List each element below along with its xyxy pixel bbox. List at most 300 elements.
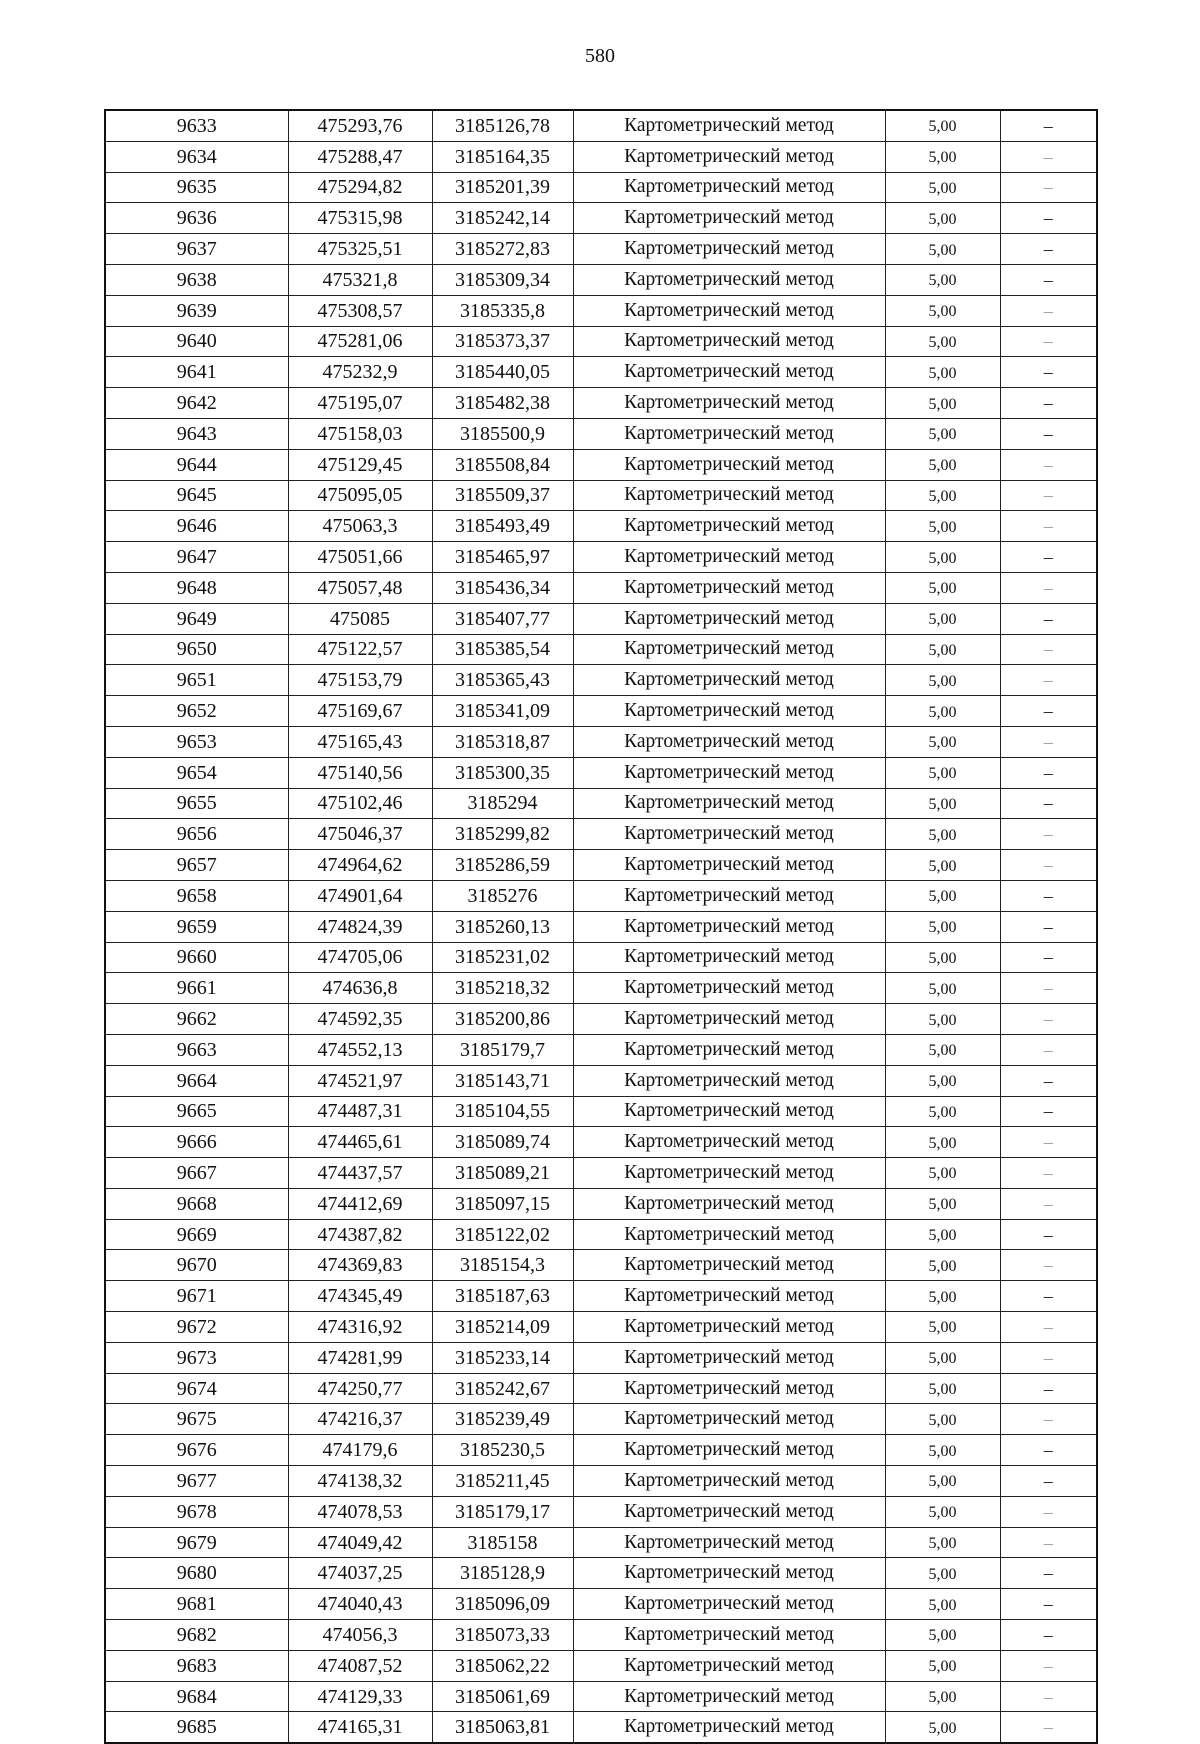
x-coordinate-cell: 475140,56 (288, 757, 432, 788)
point-number-cell: 9677 (105, 1466, 288, 1497)
accuracy-cell: 5,00 (885, 1373, 1000, 1404)
note-cell: – (1000, 603, 1097, 634)
method-cell: Картометрический метод (573, 1127, 885, 1158)
y-coordinate-cell: 3185187,63 (432, 1281, 573, 1312)
table-row (105, 726, 1097, 757)
x-coordinate-cell: 475293,76 (288, 110, 432, 141)
table-row (105, 295, 1097, 326)
x-coordinate-cell: 475129,45 (288, 449, 432, 480)
y-coordinate-cell: 3185509,37 (432, 480, 573, 511)
accuracy-cell: 5,00 (885, 1496, 1000, 1527)
y-coordinate-cell: 3185294 (432, 788, 573, 819)
accuracy-cell: 5,00 (885, 388, 1000, 419)
point-number-cell: 9667 (105, 1158, 288, 1189)
accuracy-cell: 5,00 (885, 1650, 1000, 1681)
y-coordinate-cell: 3185200,86 (432, 1004, 573, 1035)
method-cell: Картометрический метод (573, 1373, 885, 1404)
accuracy-cell: 5,00 (885, 1127, 1000, 1158)
method-cell: Картометрический метод (573, 1096, 885, 1127)
table-row (105, 973, 1097, 1004)
note-cell: – (1000, 418, 1097, 449)
accuracy-cell: 5,00 (885, 1250, 1000, 1281)
y-coordinate-cell: 3185335,8 (432, 295, 573, 326)
note-cell: – (1000, 1558, 1097, 1589)
method-cell: Картометрический метод (573, 1558, 885, 1589)
x-coordinate-cell: 475046,37 (288, 819, 432, 850)
y-coordinate-cell: 3185239,49 (432, 1404, 573, 1435)
table-row (105, 418, 1097, 449)
method-cell: Картометрический метод (573, 603, 885, 634)
x-coordinate-cell: 475195,07 (288, 388, 432, 419)
point-number-cell: 9665 (105, 1096, 288, 1127)
note-cell: – (1000, 388, 1097, 419)
point-number-cell: 9653 (105, 726, 288, 757)
method-cell: Картометрический метод (573, 388, 885, 419)
table-row (105, 1404, 1097, 1435)
y-coordinate-cell: 3185482,38 (432, 388, 573, 419)
x-coordinate-cell: 474165,31 (288, 1712, 432, 1743)
note-cell: – (1000, 295, 1097, 326)
accuracy-cell: 5,00 (885, 1065, 1000, 1096)
x-coordinate-cell: 475158,03 (288, 418, 432, 449)
note-cell: – (1000, 1065, 1097, 1096)
x-coordinate-cell: 474487,31 (288, 1096, 432, 1127)
point-number-cell: 9662 (105, 1004, 288, 1035)
point-number-cell: 9652 (105, 696, 288, 727)
x-coordinate-cell: 474281,99 (288, 1342, 432, 1373)
table-row (105, 1373, 1097, 1404)
note-cell: – (1000, 1096, 1097, 1127)
point-number-cell: 9661 (105, 973, 288, 1004)
accuracy-cell: 5,00 (885, 1312, 1000, 1343)
note-cell: – (1000, 326, 1097, 357)
y-coordinate-cell: 3185104,55 (432, 1096, 573, 1127)
x-coordinate-cell: 474387,82 (288, 1219, 432, 1250)
point-number-cell: 9672 (105, 1312, 288, 1343)
y-coordinate-cell: 3185089,21 (432, 1158, 573, 1189)
x-coordinate-cell: 475321,8 (288, 264, 432, 295)
table-row (105, 880, 1097, 911)
x-coordinate-cell: 474316,92 (288, 1312, 432, 1343)
method-cell: Картометрический метод (573, 1681, 885, 1712)
method-cell: Картометрический метод (573, 1004, 885, 1035)
y-coordinate-cell: 3185063,81 (432, 1712, 573, 1743)
x-coordinate-cell: 475169,67 (288, 696, 432, 727)
note-cell: – (1000, 696, 1097, 727)
x-coordinate-cell: 475232,9 (288, 357, 432, 388)
table-row (105, 264, 1097, 295)
note-cell: – (1000, 511, 1097, 542)
table-row (105, 911, 1097, 942)
y-coordinate-cell: 3185286,59 (432, 850, 573, 881)
y-coordinate-cell: 3185154,3 (432, 1250, 573, 1281)
accuracy-cell: 5,00 (885, 1466, 1000, 1497)
method-cell: Картометрический метод (573, 911, 885, 942)
accuracy-cell: 5,00 (885, 141, 1000, 172)
y-coordinate-cell: 3185073,33 (432, 1620, 573, 1651)
method-cell: Картометрический метод (573, 357, 885, 388)
accuracy-cell: 5,00 (885, 295, 1000, 326)
table-row (105, 172, 1097, 203)
y-coordinate-cell: 3185500,9 (432, 418, 573, 449)
x-coordinate-cell: 475057,48 (288, 572, 432, 603)
accuracy-cell: 5,00 (885, 203, 1000, 234)
table-row (105, 1312, 1097, 1343)
table-row (105, 1558, 1097, 1589)
x-coordinate-cell: 474345,49 (288, 1281, 432, 1312)
method-cell: Картометрический метод (573, 757, 885, 788)
x-coordinate-cell: 474964,62 (288, 850, 432, 881)
point-number-cell: 9640 (105, 326, 288, 357)
x-coordinate-cell: 475122,57 (288, 634, 432, 665)
point-number-cell: 9663 (105, 1034, 288, 1065)
table-row (105, 1281, 1097, 1312)
note-cell: – (1000, 1034, 1097, 1065)
point-number-cell: 9647 (105, 542, 288, 573)
point-number-cell: 9669 (105, 1219, 288, 1250)
x-coordinate-cell: 474138,32 (288, 1466, 432, 1497)
method-cell: Картометрический метод (573, 880, 885, 911)
y-coordinate-cell: 3185089,74 (432, 1127, 573, 1158)
x-coordinate-cell: 475153,79 (288, 665, 432, 696)
accuracy-cell: 5,00 (885, 511, 1000, 542)
point-number-cell: 9685 (105, 1712, 288, 1743)
point-number-cell: 9680 (105, 1558, 288, 1589)
table-row (105, 1620, 1097, 1651)
y-coordinate-cell: 3185373,37 (432, 326, 573, 357)
point-number-cell: 9675 (105, 1404, 288, 1435)
y-coordinate-cell: 3185230,5 (432, 1435, 573, 1466)
method-cell: Картометрический метод (573, 1712, 885, 1743)
x-coordinate-cell: 475102,46 (288, 788, 432, 819)
y-coordinate-cell: 3185179,7 (432, 1034, 573, 1065)
note-cell: – (1000, 788, 1097, 819)
note-cell: – (1000, 1127, 1097, 1158)
note-cell: – (1000, 234, 1097, 265)
point-number-cell: 9638 (105, 264, 288, 295)
note-cell: – (1000, 172, 1097, 203)
method-cell: Картометрический метод (573, 1065, 885, 1096)
method-cell: Картометрический метод (573, 295, 885, 326)
table-row (105, 1004, 1097, 1035)
x-coordinate-cell: 474636,8 (288, 973, 432, 1004)
y-coordinate-cell: 3185341,09 (432, 696, 573, 727)
y-coordinate-cell: 3185385,54 (432, 634, 573, 665)
note-cell: – (1000, 819, 1097, 850)
note-cell: – (1000, 572, 1097, 603)
point-number-cell: 9646 (105, 511, 288, 542)
point-number-cell: 9656 (105, 819, 288, 850)
x-coordinate-cell: 474087,52 (288, 1650, 432, 1681)
point-number-cell: 9681 (105, 1589, 288, 1620)
x-coordinate-cell: 474552,13 (288, 1034, 432, 1065)
note-cell: – (1000, 1281, 1097, 1312)
table-row (105, 696, 1097, 727)
note-cell: – (1000, 1496, 1097, 1527)
y-coordinate-cell: 3185465,97 (432, 542, 573, 573)
accuracy-cell: 5,00 (885, 726, 1000, 757)
x-coordinate-cell: 474056,3 (288, 1620, 432, 1651)
y-coordinate-cell: 3185318,87 (432, 726, 573, 757)
method-cell: Картометрический метод (573, 634, 885, 665)
x-coordinate-cell: 475288,47 (288, 141, 432, 172)
method-cell: Картометрический метод (573, 1342, 885, 1373)
y-coordinate-cell: 3185440,05 (432, 357, 573, 388)
point-number-cell: 9673 (105, 1342, 288, 1373)
x-coordinate-cell: 474179,6 (288, 1435, 432, 1466)
accuracy-cell: 5,00 (885, 234, 1000, 265)
accuracy-cell: 5,00 (885, 1219, 1000, 1250)
method-cell: Картометрический метод (573, 696, 885, 727)
point-number-cell: 9645 (105, 480, 288, 511)
point-number-cell: 9668 (105, 1188, 288, 1219)
note-cell: – (1000, 110, 1097, 141)
table-row (105, 1250, 1097, 1281)
note-cell: – (1000, 480, 1097, 511)
note-cell: – (1000, 1435, 1097, 1466)
point-number-cell: 9644 (105, 449, 288, 480)
point-number-cell: 9679 (105, 1527, 288, 1558)
y-coordinate-cell: 3185493,49 (432, 511, 573, 542)
point-number-cell: 9664 (105, 1065, 288, 1096)
x-coordinate-cell: 475294,82 (288, 172, 432, 203)
accuracy-cell: 5,00 (885, 1096, 1000, 1127)
table-row (105, 542, 1097, 573)
accuracy-cell: 5,00 (885, 911, 1000, 942)
x-coordinate-cell: 474705,06 (288, 942, 432, 973)
x-coordinate-cell: 475085 (288, 603, 432, 634)
point-number-cell: 9643 (105, 418, 288, 449)
note-cell: – (1000, 1158, 1097, 1189)
y-coordinate-cell: 3185218,32 (432, 973, 573, 1004)
point-number-cell: 9634 (105, 141, 288, 172)
note-cell: – (1000, 542, 1097, 573)
point-number-cell: 9676 (105, 1435, 288, 1466)
x-coordinate-cell: 474049,42 (288, 1527, 432, 1558)
table-row (105, 511, 1097, 542)
method-cell: Картометрический метод (573, 973, 885, 1004)
page-number: 580 (585, 45, 615, 67)
method-cell: Картометрический метод (573, 1158, 885, 1189)
note-cell: – (1000, 1342, 1097, 1373)
y-coordinate-cell: 3185436,34 (432, 572, 573, 603)
note-cell: – (1000, 1650, 1097, 1681)
accuracy-cell: 5,00 (885, 357, 1000, 388)
method-cell: Картометрический метод (573, 511, 885, 542)
note-cell: – (1000, 1188, 1097, 1219)
note-cell: – (1000, 357, 1097, 388)
x-coordinate-cell: 474129,33 (288, 1681, 432, 1712)
method-cell: Картометрический метод (573, 1435, 885, 1466)
table-row (105, 1435, 1097, 1466)
method-cell: Картометрический метод (573, 788, 885, 819)
method-cell: Картометрический метод (573, 234, 885, 265)
table-row (105, 449, 1097, 480)
point-number-cell: 9666 (105, 1127, 288, 1158)
method-cell: Картометрический метод (573, 1034, 885, 1065)
method-cell: Картометрический метод (573, 1650, 885, 1681)
table-row (105, 1712, 1097, 1743)
table-row (105, 357, 1097, 388)
table-row (105, 1096, 1097, 1127)
table-row (105, 388, 1097, 419)
accuracy-cell: 5,00 (885, 1435, 1000, 1466)
point-number-cell: 9657 (105, 850, 288, 881)
note-cell: – (1000, 1004, 1097, 1035)
x-coordinate-cell: 475063,3 (288, 511, 432, 542)
x-coordinate-cell: 475308,57 (288, 295, 432, 326)
y-coordinate-cell: 3185309,34 (432, 264, 573, 295)
method-cell: Картометрический метод (573, 1312, 885, 1343)
accuracy-cell: 5,00 (885, 172, 1000, 203)
table-row (105, 480, 1097, 511)
y-coordinate-cell: 3185242,14 (432, 203, 573, 234)
x-coordinate-cell: 474250,77 (288, 1373, 432, 1404)
accuracy-cell: 5,00 (885, 1527, 1000, 1558)
point-number-cell: 9635 (105, 172, 288, 203)
accuracy-cell: 5,00 (885, 418, 1000, 449)
table-row (105, 1496, 1097, 1527)
point-number-cell: 9639 (105, 295, 288, 326)
accuracy-cell: 5,00 (885, 880, 1000, 911)
note-cell: – (1000, 1589, 1097, 1620)
accuracy-cell: 5,00 (885, 819, 1000, 850)
y-coordinate-cell: 3185062,22 (432, 1650, 573, 1681)
x-coordinate-cell: 475281,06 (288, 326, 432, 357)
method-cell: Картометрический метод (573, 572, 885, 603)
accuracy-cell: 5,00 (885, 1620, 1000, 1651)
accuracy-cell: 5,00 (885, 1558, 1000, 1589)
y-coordinate-cell: 3185164,35 (432, 141, 573, 172)
table-row (105, 942, 1097, 973)
y-coordinate-cell: 3185407,77 (432, 603, 573, 634)
accuracy-cell: 5,00 (885, 603, 1000, 634)
y-coordinate-cell: 3185158 (432, 1527, 573, 1558)
table-row (105, 1342, 1097, 1373)
accuracy-cell: 5,00 (885, 1681, 1000, 1712)
y-coordinate-cell: 3185143,71 (432, 1065, 573, 1096)
method-cell: Картометрический метод (573, 850, 885, 881)
note-cell: – (1000, 203, 1097, 234)
note-cell: – (1000, 665, 1097, 696)
accuracy-cell: 5,00 (885, 973, 1000, 1004)
point-number-cell: 9655 (105, 788, 288, 819)
point-number-cell: 9637 (105, 234, 288, 265)
accuracy-cell: 5,00 (885, 572, 1000, 603)
accuracy-cell: 5,00 (885, 1034, 1000, 1065)
y-coordinate-cell: 3185300,35 (432, 757, 573, 788)
note-cell: – (1000, 1620, 1097, 1651)
x-coordinate-cell: 474592,35 (288, 1004, 432, 1035)
method-cell: Картометрический метод (573, 1589, 885, 1620)
table-row (105, 203, 1097, 234)
method-cell: Картометрический метод (573, 819, 885, 850)
note-cell: – (1000, 1373, 1097, 1404)
point-number-cell: 9684 (105, 1681, 288, 1712)
note-cell: – (1000, 1466, 1097, 1497)
accuracy-cell: 5,00 (885, 942, 1000, 973)
method-cell: Картометрический метод (573, 418, 885, 449)
point-number-cell: 9658 (105, 880, 288, 911)
accuracy-cell: 5,00 (885, 1158, 1000, 1189)
coordinates-table (104, 109, 1098, 1744)
x-coordinate-cell: 474465,61 (288, 1127, 432, 1158)
accuracy-cell: 5,00 (885, 1281, 1000, 1312)
method-cell: Картометрический метод (573, 726, 885, 757)
x-coordinate-cell: 475051,66 (288, 542, 432, 573)
note-cell: – (1000, 942, 1097, 973)
table-row (105, 1527, 1097, 1558)
table-row (105, 1219, 1097, 1250)
table-row (105, 1127, 1097, 1158)
note-cell: – (1000, 1404, 1097, 1435)
method-cell: Картометрический метод (573, 542, 885, 573)
method-cell: Картометрический метод (573, 942, 885, 973)
accuracy-cell: 5,00 (885, 1404, 1000, 1435)
x-coordinate-cell: 475315,98 (288, 203, 432, 234)
note-cell: – (1000, 973, 1097, 1004)
table-row (105, 1589, 1097, 1620)
method-cell: Картометрический метод (573, 449, 885, 480)
note-cell: – (1000, 1712, 1097, 1743)
table-row (105, 1681, 1097, 1712)
table-row (105, 634, 1097, 665)
accuracy-cell: 5,00 (885, 665, 1000, 696)
accuracy-cell: 5,00 (885, 1188, 1000, 1219)
table-row (105, 665, 1097, 696)
note-cell: – (1000, 850, 1097, 881)
note-cell: – (1000, 634, 1097, 665)
note-cell: – (1000, 1527, 1097, 1558)
y-coordinate-cell: 3185508,84 (432, 449, 573, 480)
note-cell: – (1000, 1219, 1097, 1250)
table-row (105, 141, 1097, 172)
table-row (105, 1188, 1097, 1219)
table-row (105, 1466, 1097, 1497)
table-row (105, 788, 1097, 819)
y-coordinate-cell: 3185260,13 (432, 911, 573, 942)
y-coordinate-cell: 3185097,15 (432, 1188, 573, 1219)
y-coordinate-cell: 3185122,02 (432, 1219, 573, 1250)
y-coordinate-cell: 3185233,14 (432, 1342, 573, 1373)
note-cell: – (1000, 880, 1097, 911)
accuracy-cell: 5,00 (885, 1712, 1000, 1743)
x-coordinate-cell: 475325,51 (288, 234, 432, 265)
method-cell: Картометрический метод (573, 141, 885, 172)
method-cell: Картометрический метод (573, 665, 885, 696)
accuracy-cell: 5,00 (885, 264, 1000, 295)
point-number-cell: 9636 (105, 203, 288, 234)
method-cell: Картометрический метод (573, 1620, 885, 1651)
x-coordinate-cell: 474521,97 (288, 1065, 432, 1096)
method-cell: Картометрический метод (573, 1466, 885, 1497)
accuracy-cell: 5,00 (885, 634, 1000, 665)
y-coordinate-cell: 3185096,09 (432, 1589, 573, 1620)
method-cell: Картометрический метод (573, 264, 885, 295)
note-cell: – (1000, 449, 1097, 480)
table-row (105, 572, 1097, 603)
table-row (105, 819, 1097, 850)
accuracy-cell: 5,00 (885, 1004, 1000, 1035)
note-cell: – (1000, 1681, 1097, 1712)
method-cell: Картометрический метод (573, 1250, 885, 1281)
accuracy-cell: 5,00 (885, 110, 1000, 141)
accuracy-cell: 5,00 (885, 449, 1000, 480)
accuracy-cell: 5,00 (885, 696, 1000, 727)
method-cell: Картометрический метод (573, 1404, 885, 1435)
y-coordinate-cell: 3185201,39 (432, 172, 573, 203)
x-coordinate-cell: 474437,57 (288, 1158, 432, 1189)
